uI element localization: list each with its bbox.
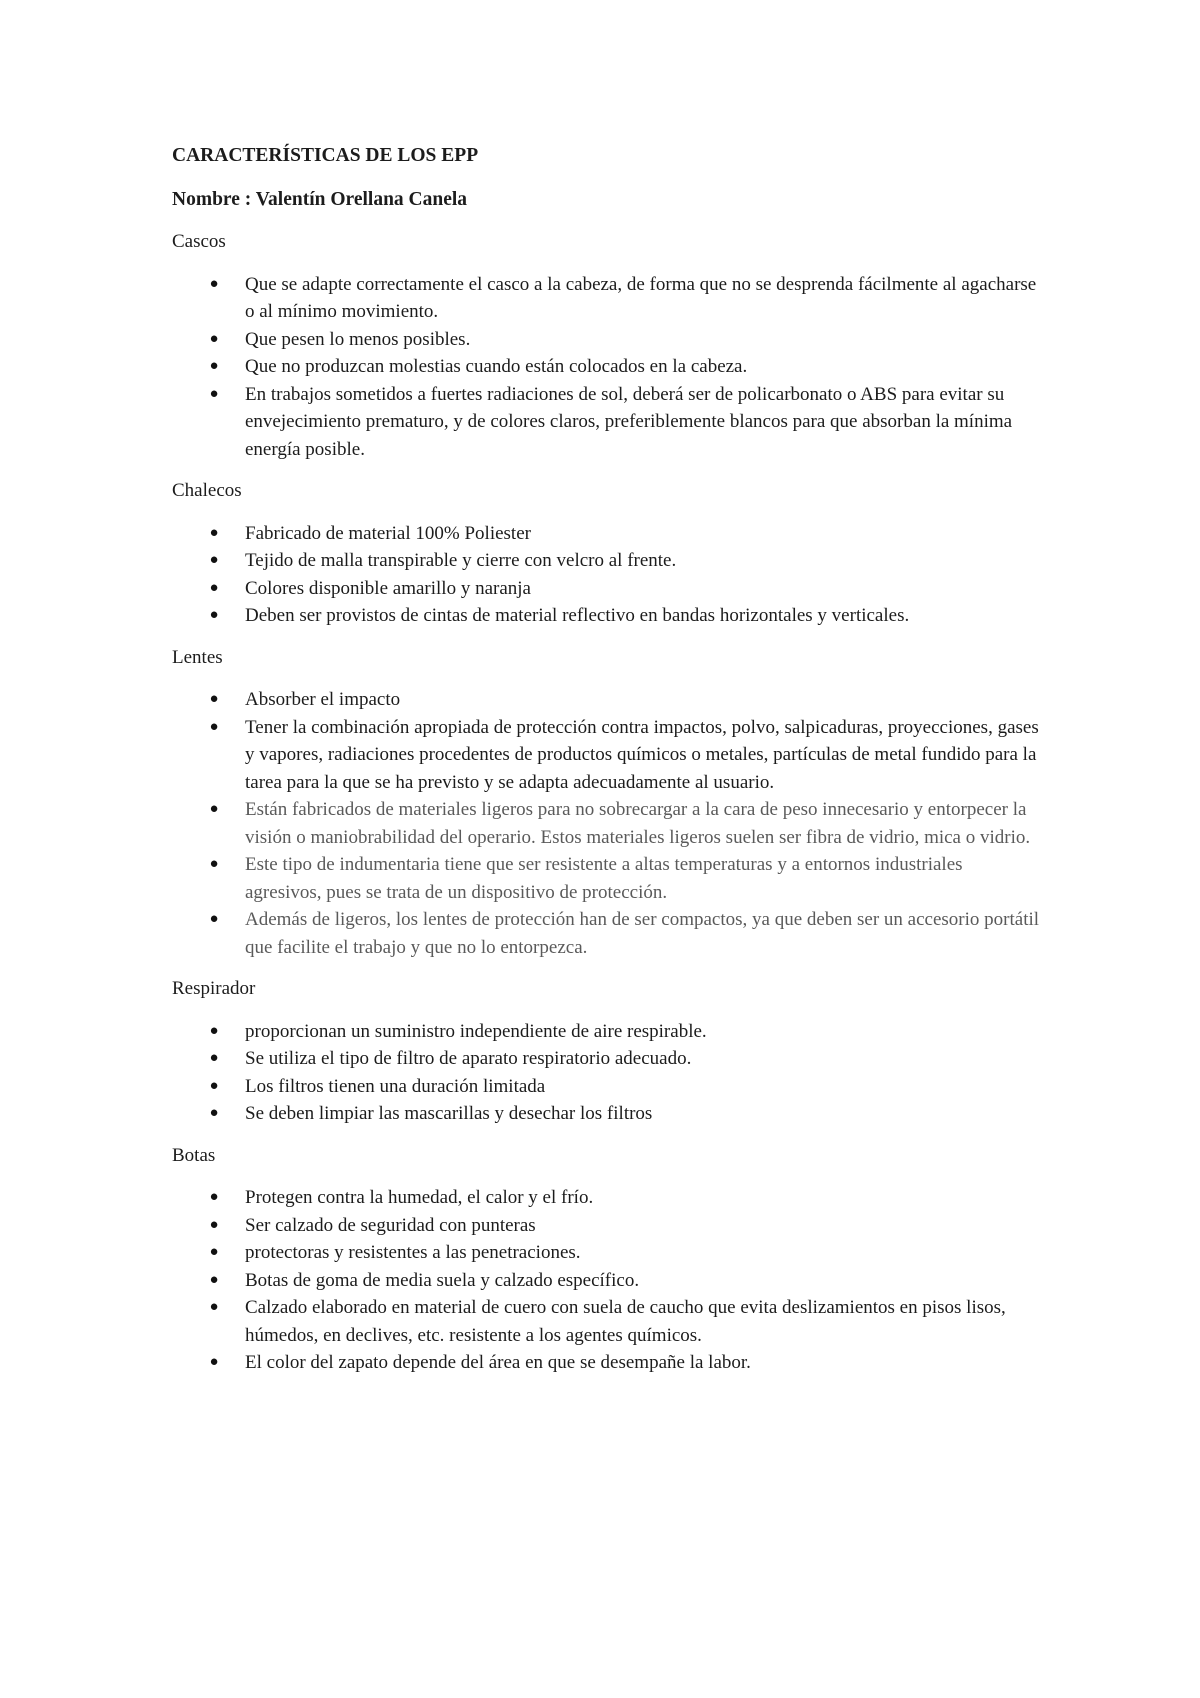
list-item — [172, 547, 1042, 575]
document-body — [172, 142, 1042, 1391]
list-item — [172, 1073, 1042, 1101]
bullet-icon: ● — [209, 1354, 219, 1370]
bullet-icon: ● — [209, 1216, 219, 1233]
list-item — [172, 686, 1042, 714]
section-heading-botas: Botas — [172, 1144, 216, 1166]
list-item-text: Este tipo de indumentaria tiene que ser resistente a altas temperaturas y a entornos industriales agresivos, pues se trata de un dispositivo de protección. — [245, 854, 963, 903]
bullet-icon: ● — [209, 1299, 219, 1315]
list-item — [172, 1184, 1042, 1212]
section-heading-respirador: Respirador — [172, 978, 256, 999]
bullet-list-botas — [172, 1184, 1042, 1377]
document-title: CARACTERÍSTICAS DE LOS EPP — [172, 145, 479, 166]
bullet-icon: ● — [209, 275, 219, 292]
list-item — [172, 1045, 1042, 1073]
bullet-icon: ● — [209, 1271, 219, 1288]
list-item-text: Tejido de malla transpirable y cierre con velcro al frente. — [245, 550, 677, 571]
bullet-icon: ● — [209, 358, 219, 374]
bullet-list-respirador — [172, 1018, 1042, 1128]
section-heading-cascos: Cascos — [172, 231, 226, 252]
bullet-icon: ● — [209, 1050, 219, 1066]
list-item-text: Calzado elaborado en material de cuero con suela de caucho que evita deslizamientos en pisos lisos, húmedos, en declives, etc. resistente a los agentes químicos. — [245, 1297, 1006, 1346]
list-item — [172, 714, 1042, 797]
list-item-text: Que pesen lo menos posibles. — [245, 328, 471, 350]
list-item-text: protectoras y resistentes a las penetraciones. — [245, 1242, 581, 1263]
list-item-text: En trabajos sometidos a fuertes radiaciones de sol, deberá ser de policarbonato o ABS para evitar su envejecimiento prematuro, y de colores claros, preferiblemente blancos para que absorban la mínima energía posible. — [245, 383, 1013, 460]
bullet-icon: ● — [209, 1189, 219, 1205]
bullet-icon: ● — [209, 801, 219, 817]
list-item-text: Además de ligeros, los lentes de protección han de ser compactos, ya que deben ser un accesorio portátil que facilite el trabajo y que no lo entorpezca. — [245, 909, 1040, 958]
section-heading-chalecos: Chalecos — [172, 480, 242, 501]
list-item — [172, 1349, 1042, 1377]
bullet-icon: ● — [209, 607, 219, 623]
author-name: Nombre : Valentín Orellana Canela — [172, 188, 468, 210]
bullet-icon: ● — [209, 385, 219, 402]
list-item — [172, 381, 1042, 464]
list-item-text: Protegen contra la humedad, el calor y el frío. — [245, 1187, 594, 1208]
bullet-icon: ● — [209, 1105, 219, 1121]
list-item-text: Que se adapte correctamente el casco a la cabeza, de forma que no se desprenda fácilmente al agacharse o al mínimo movimiento. — [245, 273, 1037, 322]
list-item-text: Botas de goma de media suela y calzado específico. — [245, 1269, 640, 1291]
list-item-text: Que no produzcan molestias cuando están colocados en la cabeza. — [245, 356, 748, 377]
list-item — [172, 575, 1042, 603]
list-item — [172, 1018, 1042, 1046]
bullet-icon: ● — [209, 524, 219, 541]
list-item — [172, 851, 1042, 906]
list-item — [172, 1267, 1042, 1295]
bullet-icon: ● — [209, 911, 219, 927]
bullet-list-chalecos — [172, 520, 1042, 630]
list-item — [172, 1212, 1042, 1240]
list-item-text: proporcionan un suministro independiente de aire respirable. — [245, 1020, 707, 1042]
bullet-icon: ● — [209, 1244, 219, 1260]
list-item — [172, 271, 1042, 326]
list-item — [172, 1100, 1042, 1128]
bullet-icon: ● — [209, 552, 219, 568]
bullet-list-lentes — [172, 686, 1042, 961]
bullet-icon: ● — [209, 1077, 219, 1094]
list-item-text: Colores disponible amarillo y naranja — [245, 577, 531, 599]
list-item-text: Se deben limpiar las mascarillas y desechar los filtros — [245, 1103, 653, 1124]
list-item-text: Tener la combinación apropiada de protección contra impactos, polvo, salpicaduras, proyecciones, gases y vapores, radiaciones procedentes de productos químicos o metales, partículas de metal fundido para la tarea para la que se ha previsto y se adapta adecuadamente al usuario. — [245, 716, 1039, 793]
list-item-text: Los filtros tienen una duración limitada — [245, 1075, 546, 1097]
bullet-icon: ● — [209, 691, 219, 707]
section-heading-lentes: Lentes — [172, 646, 223, 668]
list-item — [172, 353, 1042, 381]
bullet-icon: ● — [209, 579, 219, 596]
list-item — [172, 326, 1042, 354]
list-item-text: Absorber el impacto — [245, 689, 401, 710]
bullet-icon: ● — [209, 856, 219, 872]
list-item-text: Fabricado de material 100% Poliester — [245, 522, 531, 544]
bullet-icon: ● — [209, 718, 219, 735]
list-item-text: Están fabricados de materiales ligeros para no sobrecargar a la cara de peso innecesario y entorpecer la visión o maniobrabilidad del operario. Estos materiales ligeros suelen ser fibra de vidrio, mica o vidrio. — [245, 799, 1031, 848]
list-item-text: Ser calzado de seguridad con punteras — [245, 1214, 536, 1236]
bullet-list-cascos — [172, 271, 1042, 464]
list-item-text: El color del zapato depende del área en que se desempañe la labor. — [245, 1352, 751, 1373]
bullet-icon: ● — [209, 330, 219, 347]
list-item-text: Se utiliza el tipo de filtro de aparato respiratorio adecuado. — [245, 1048, 692, 1069]
list-item — [172, 796, 1042, 851]
list-item — [172, 1294, 1042, 1349]
list-item — [172, 906, 1042, 961]
list-item — [172, 602, 1042, 630]
bullet-icon: ● — [209, 1022, 219, 1039]
list-item-text: Deben ser provistos de cintas de material reflectivo en bandas horizontales y verticales. — [245, 605, 910, 626]
list-item — [172, 520, 1042, 548]
list-item — [172, 1239, 1042, 1267]
